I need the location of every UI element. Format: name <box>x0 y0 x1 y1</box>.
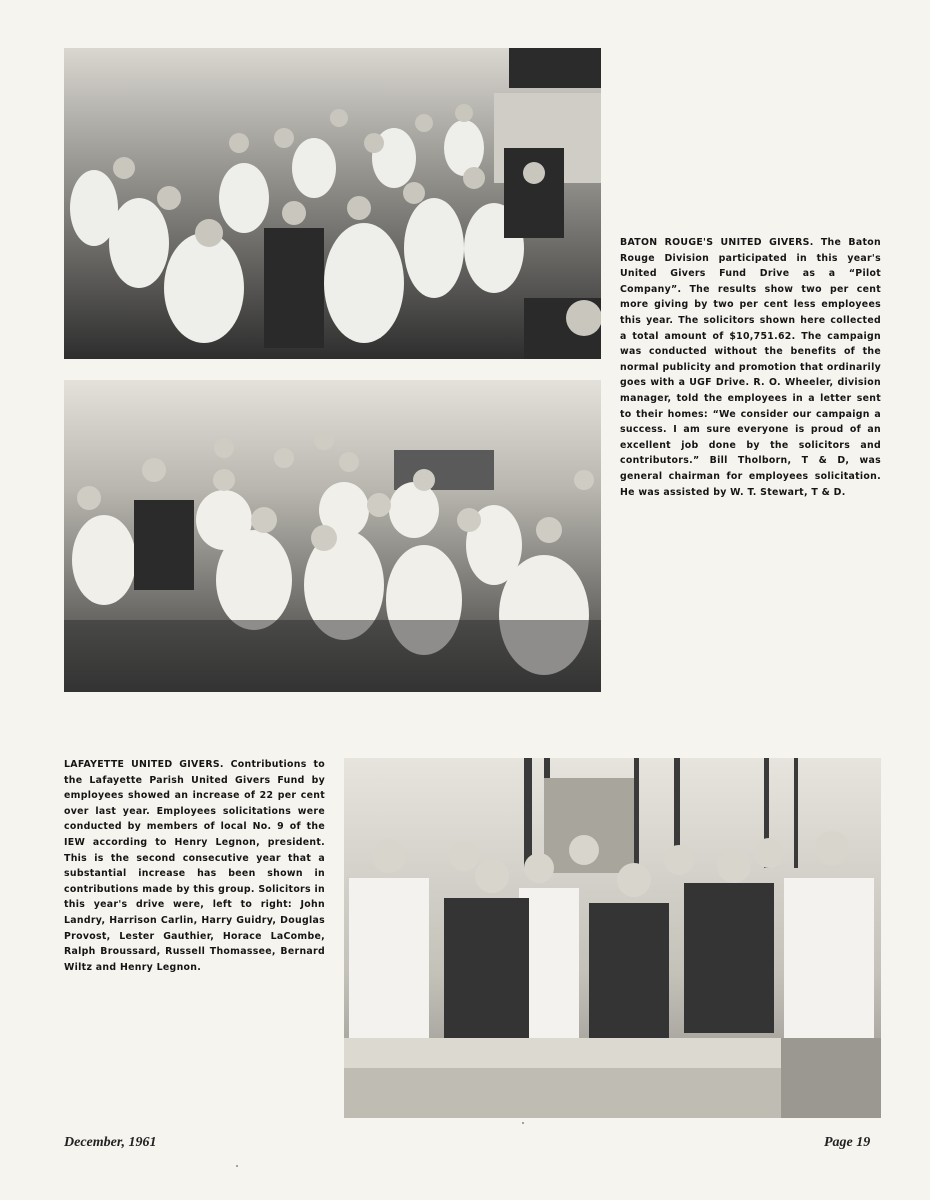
footer-date: December, 1961 <box>64 1135 157 1150</box>
caption-baton-rouge-body: The Baton Rouge Division participated in this year's United Givers Fund Drive as a “Pilot Company”. The results show two per cent more giving by two per cent less employees this year. The solicitors shown here collected a total amount of $10,751.62. The campaign was conducted without the benefits of the normal publicity and promotion that ordinarily goes with a UGF Drive. R. O. Wheeler, division manager, told the employees in a letter sent to their homes: “We consider our campaign a success. I am sure everyone is proud of an excellent job done by the solicitors and contributors.” Bill Tholborn, T & D, was general chairman for employees solicitation. He was assisted by W. T. Stewart, T & D. <box>620 237 881 498</box>
photo-top-image <box>64 48 601 359</box>
caption-lafayette <box>64 757 325 975</box>
photo-baton-rouge-middle <box>64 380 601 692</box>
print-speck <box>236 1165 238 1167</box>
photo-baton-rouge-top <box>64 48 601 359</box>
photo-bottom-image <box>344 758 881 1118</box>
caption-lafayette-body: Contributions to the Lafayette Parish United Givers Fund by employees showed an increase of 22 per cent over last year. Employees solicitations were conducted by members of local No. 9 of the IEW according to Henry Legnon, president. This is the second consecutive year that a substantial increase has been shown in contributions made by this group. Solicitors in this year's drive were, left to right: John Landry, Harrison Carlin, Harry Guidry, Douglas Provost, Lester Gauthier, Horace LaCombe, Ralph Broussard, Russell Thomassee, Bernard Wiltz and Henry Legnon. <box>64 759 326 973</box>
photo-middle-image <box>64 380 601 692</box>
print-speck <box>522 1122 524 1124</box>
footer-page-number: Page 19 <box>824 1135 871 1150</box>
caption-baton-rouge-heading: BATON ROUGE'S UNITED GIVERS. <box>620 237 821 248</box>
caption-baton-rouge <box>620 235 881 500</box>
caption-lafayette-heading: LAFAYETTE UNITED GIVERS. <box>64 759 231 770</box>
photo-lafayette <box>344 758 881 1118</box>
